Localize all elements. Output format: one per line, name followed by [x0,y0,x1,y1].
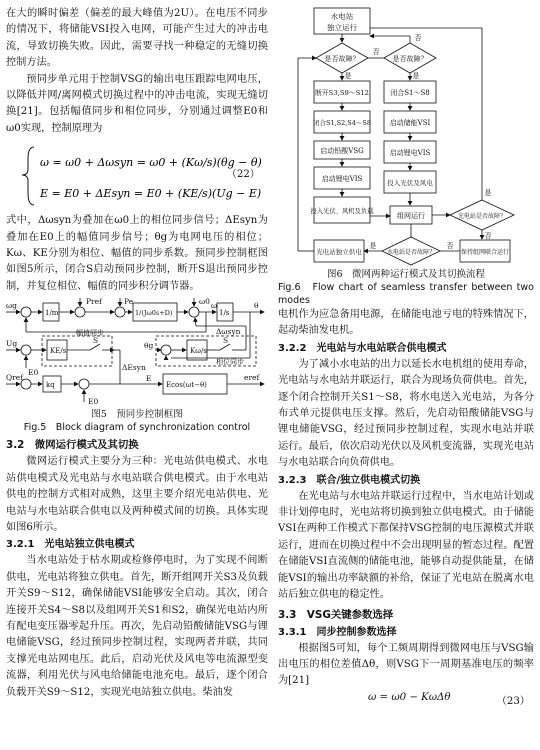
label-omega: ω [211,301,218,311]
label-amplitude-sync: 幅值同步 [76,329,104,338]
label-e-cos: Ecos(ωt−θ) [166,381,207,390]
flow-yes-label-2: 是 [412,72,420,80]
flow-yes-label-1: 是 [344,72,352,80]
figure-5-block-diagram [6,298,268,408]
equation-23-formula: ω = ω0 − KωΔθ [368,691,451,703]
flow-no-label-3: 否 [484,232,492,240]
label-theta-g: θg [144,341,154,351]
equation-23 [278,690,534,708]
paragraph-presync: 预同步单元用于控制VSG的输出电压跟踪电网电压，以降低并网/离网模式切换过程中的冲击电流，实现无缝切换[21]。包括幅值同步和相位同步，分别通过调整E0和ω0实现，控制原理为 [6,73,268,134]
flow-box-a5-label: 投入光伏、风机及负载 [310,208,374,215]
flow-no-label-1: 否 [372,48,380,56]
equation-number-22: （22） [226,169,260,181]
paragraph-independent-supply: 当水电站处于枯水期或检修停电时，为了实现不间断供电，光电站将独立供电。首先，断开组网开关S3及负载开关S9～S12，确保储能VSI能够安全启动。其次，闭合连接开关S4～S8以及组网开关S1和S2，确保光电站内所有配电变压器零起升压。再次，先启动铅酸储能VSG与锂电储能VSG，经过预同步控制过程，实现两者并联，共同支撑光电站网电压。此后，启动光伏及风电等电流源型变流器，利用光伏与风电给储能电池充电。最后，逐个闭合负载开关S9～S12，实现光电站独立供电。柴油发 [6,555,268,698]
paragraph-continued: 在大的瞬时偏差（偏差的最大峰值为2U）。在电压不同步的情况下，将储能VSI投入电网，可能产生过大的冲击电流，导致切换失败。因此，需要寻找一种稳定的无缝切换控制方法。 [6,8,268,69]
label-e: E [146,374,152,384]
figure-5-caption-en: Fig.5 Block diagram of synchronization control [23,422,251,434]
label-one-over-m: 1/m [45,309,59,318]
label-theta: θ [254,301,259,311]
flow-box-keep-joint-label: 保持组网联合运行 [460,249,510,256]
label-e0-bottom: E0 [88,397,99,407]
label-s-phase: S [223,336,229,346]
paragraph-modes: 微网运行模式主要分为三种：光电站供电模式、水电站供电模式及光电站与水电站联合供电模式。由于水电站供电的控制方式相对成熟，这里主要介绍光电站供电、光电站与水电站联合供电以及两种模式间的切换。具体实现如图6所示。 [6,456,268,533]
figure-5-caption: 图5 预同步控制框图 [91,409,183,421]
label-p-ref: Pref [86,298,102,307]
section-3-3-heading: 3.3 VSG关键参数选择 [278,608,394,621]
section-3-2-heading: 3.2 微网运行模式及其切换 [6,439,139,452]
section-3-2-1-heading: 3.2.1 光电站独立供电模式 [6,539,135,551]
flow-box-b1-label: 闭合S1～S8 [390,89,430,97]
flow-box-b3-label: 启动锂电VIS [389,149,431,157]
label-delta-e-syn: ΔEsyn [122,363,146,373]
flow-decision-fault-right-label: 是否故障？ [392,55,428,63]
label-ke: KE/s [50,347,67,356]
label-kw: Kω/s [190,347,207,356]
label-phase-sync: 相位同步 [216,358,244,367]
flow-start-line1: 水电站 [330,12,354,21]
flow-box-a2-label: 闭合S1,S2,S4～S8 [313,119,371,127]
label-p-e: Pe [124,298,134,307]
label-q-ref: Qref [6,373,23,383]
section-3-2-2-heading: 3.2.2 光电站与水电站联合供电模式 [278,342,447,354]
sum-junction-torque [115,307,125,317]
right-column [278,6,534,708]
sum-junction-e [79,379,89,389]
paragraph-joint-supply: 为了减小水电站的出力以延长水电机组的使用寿命，光电站与水电站并联运行，联合为现场负荷供电。首先，逐个闭合控制开关S1～S8，将水电送入光电站，为各分布式单元提供电压支撑。然后，先启动铅酸储能VSG与锂电储能VSG，经过预同步控制过程，实现水电站并联运行。最后，依次启动光伏以及风机变流器，实现光电站与水电站联合向负荷供电。 [278,358,534,469]
figure-6-caption-en: Fig.6 Flow chart of seamless transfer between two modes [278,282,534,306]
flow-yes-label-4: 是 [369,242,377,250]
flow-no-label-2: 否 [414,34,422,42]
section-3-2-3-heading: 3.2.3 联合/独立供电模式切换 [278,474,421,486]
paragraph-diesel: 电机作为应急备用电源，在储能电池亏电的特殊情况下，起动柴油发电机。 [278,309,534,337]
flow-start-line2: 独立运行 [327,23,357,32]
flow-decision-fault-left-label: 是否故障？ [324,55,360,63]
sum-junction-voltage [21,345,31,355]
section-3-3-1-heading: 3.3.1 同步控制参数选择 [278,626,397,638]
figure-6-caption: 图6 微网两种运行模式及其切换流程 [326,269,486,280]
flow-box-grid-run-label: 组网运行 [397,212,425,220]
flow-box-pv-standalone-label: 光电站独立供电 [316,248,362,256]
flow-box-a3-label: 启动铅酸VSG [320,147,364,155]
label-inertia: 1/(Jω0s+D) [135,309,173,318]
eq22-line1: ω = ω0 + Δωsyn = ω0 + (Kω/s)(θg − θ) [40,156,262,170]
flow-yes-label-3: 是 [484,189,492,197]
flow-decision-hydro-label: 水电站是否故障？ [386,249,436,256]
sum-junction-omega [21,307,31,317]
label-s-amp: S [93,336,99,346]
sum-junction-power [75,307,85,317]
equation-22 [6,139,268,211]
label-integrator: 1/s [219,309,230,318]
flow-box-b2-label: 启动储能VSI [389,119,431,127]
paragraph-where: 式中，Δωsyn为叠加在ω0上的相位同步信号；ΔEsyn为叠加在E0上的幅值同步信号；θg为电网电压的相位；Kω、KE分别为相位、幅值的同步系数。预同步控制框图如图5所示，闭合S启动预同步控制，断开S退出预同步控制，并复位相位、幅值的同步积分调节器。 [6,215,268,292]
flow-no-label-4: 否 [446,242,454,250]
flow-box-a4-label: 启动锂电VIS [321,175,363,183]
label-kq: kq [46,381,55,390]
paragraph-mode-switch: 在光电站与水电站并联运行过程中，当水电站计划或非计划停电时，光电站将切换到独立供电模式。由于储能VSI在两种工作模式下都保持VSG控制的电压源模式并联运行，进而在切换过程中不会出现明显的暂态过程。配置在储能VSI直流侧的储能电池，能够自动提供能量，在储能VSI的输出功率缺额的补给，保证了光电站在脱离水电站后独立供电的稳定性。 [278,490,534,601]
flow-decision-pv-label: 光电站是否故障？ [457,213,507,220]
sum-junction-omega0 [189,307,199,317]
label-delta-omega-syn: Δωsyn [216,327,241,337]
figure-6-flowchart [278,6,534,268]
eq22-line2: E = E0 + ΔEsyn = E0 + (KE/s)(Ug − E) [40,187,262,201]
flow-box-b4-label: 投入光伏及风电 [387,179,433,187]
paragraph-sync-params: 根据图5可知，每个工频周期得到微网电压与VSG输出电压的相位差值Δθ，则VSG下一周期基准电压的频率为[21] [278,642,534,687]
left-column [6,6,268,701]
label-e0: E0 [28,368,39,378]
label-e-ref: eref [244,373,260,383]
label-omega-0: ω0 [199,298,210,307]
sum-junction-phase [161,345,171,355]
equation-number-23: （23） [496,695,530,707]
label-omega-g: ωg [6,301,17,311]
label-u-g: Ug [6,339,18,349]
flow-box-a1-label: 断开S3,S9～S12 [315,89,369,97]
